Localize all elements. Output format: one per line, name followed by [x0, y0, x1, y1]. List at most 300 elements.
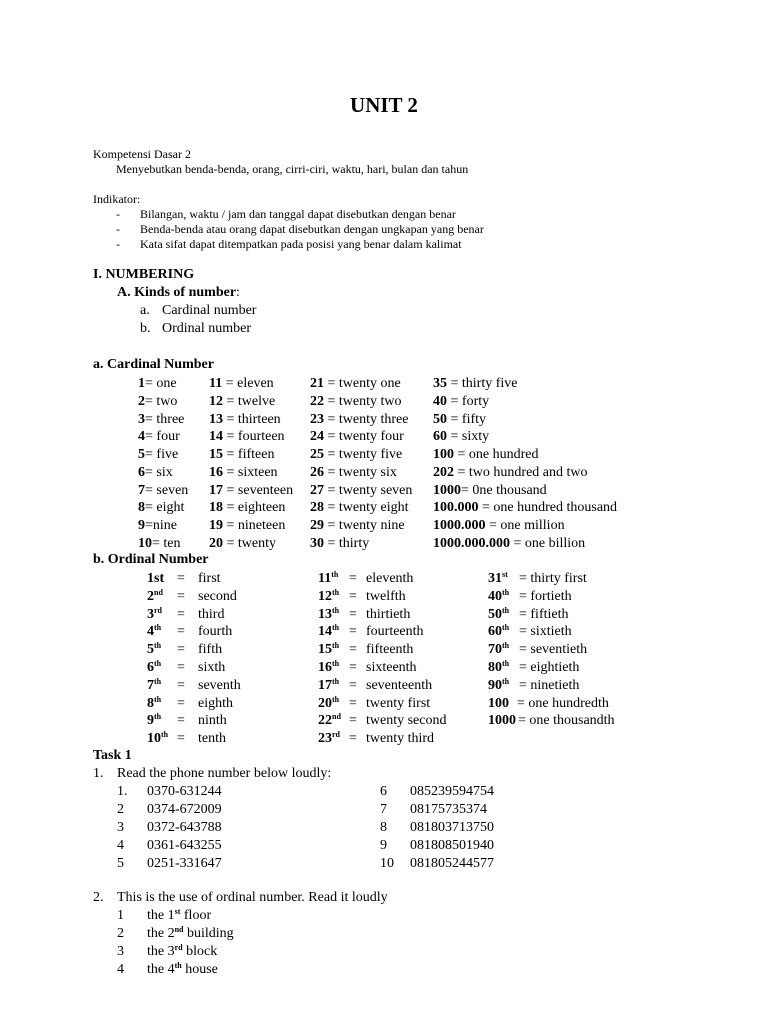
page-title: UNIT 2 [350, 93, 418, 117]
ordinal-num [147, 731, 168, 746]
cardinal-word: twenty five [338, 447, 403, 462]
cardinal-entry [138, 499, 184, 516]
cardinal-entry [138, 411, 184, 428]
cardinal-word: one hundred thousand [493, 500, 618, 516]
indikator-dash: - [116, 207, 120, 221]
ordinal-suffix: th [502, 641, 510, 651]
ordinal-word: = fortieth [519, 588, 572, 604]
ordinal-num [147, 589, 163, 604]
cardinal-word: one million [500, 518, 565, 533]
cardinal-entry [433, 535, 585, 552]
ordinal-num-value: 16 [318, 660, 332, 675]
cardinal-num: 26 [310, 464, 324, 480]
cardinal-word: twenty three [338, 411, 409, 427]
ordinal-num-value: 10 [147, 731, 161, 747]
ordinal-num [147, 660, 161, 675]
cardinal-word: twenty eight [338, 500, 409, 516]
cardinal-num: 3 [138, 411, 145, 427]
ordinal-use-pre: the 1 [147, 908, 175, 923]
cardinal-entry [310, 517, 405, 534]
cardinal-eq: = [145, 447, 157, 462]
cardinal-word: twenty four [338, 429, 404, 445]
ordinal-suffix: rd [154, 605, 162, 615]
cardinal-entry [433, 375, 518, 392]
ordinal-num-value: 23 [318, 731, 332, 747]
cardinal-word: fifty [461, 411, 487, 427]
ordinal-num [318, 571, 338, 586]
ordinal-use-suffix: rd [174, 943, 183, 952]
ordinal-word: = sixtieth [519, 624, 572, 640]
cardinal-entry [310, 375, 401, 392]
cardinal-word: one billion [524, 535, 586, 551]
q1-marker: 1. [93, 766, 104, 781]
ordinal-eq: = [177, 642, 185, 658]
ordinal-num [318, 696, 339, 711]
ordinal-entry [318, 605, 411, 623]
cardinal-num: 15 [209, 447, 223, 462]
ordinal-use-index: 3 [117, 944, 124, 959]
ordinal-num-value: 80 [488, 660, 502, 675]
cardinal-word: eight [156, 500, 185, 516]
cardinal-entry [433, 393, 489, 410]
cardinal-eq: = [324, 376, 339, 391]
ordinal-eq: = [177, 606, 185, 622]
cardinal-eq: = [324, 518, 339, 533]
ordinal-entry [318, 641, 414, 658]
ordinal-entry [147, 730, 226, 747]
ordinal-num [488, 624, 509, 639]
ordinal-word: seventh [198, 677, 241, 693]
cardinal-entry [209, 446, 274, 463]
ordinal-num [488, 696, 509, 711]
cardinal-word: four [156, 429, 180, 445]
ordinal-num [488, 642, 509, 657]
phone-index: 6 [380, 784, 387, 799]
ordinal-word: first [198, 571, 221, 586]
kinds-of-number-heading [117, 285, 240, 301]
task1-q2 [93, 890, 388, 906]
task1-heading: Task 1 [93, 748, 132, 763]
cardinal-num: 19 [209, 518, 223, 533]
cardinal-entry [209, 411, 281, 428]
ordinal-num-value: 20 [318, 695, 332, 711]
ordinal-entry [147, 570, 221, 587]
ordinal-entry [318, 570, 414, 587]
cardinal-num: 14 [209, 429, 223, 445]
ordinal-num-value: 7 [147, 677, 154, 693]
ordinal-eq: = [177, 695, 185, 711]
cardinal-num: 23 [310, 411, 324, 427]
ordinal-use-pre: the 4 [147, 962, 175, 977]
ordinal-word: = one hundredth [517, 695, 609, 711]
cardinal-word: ten [163, 535, 181, 551]
cardinal-word: fifteen [237, 447, 275, 462]
ordinal-num-value: 60 [488, 624, 502, 640]
ordinal-suffix: th [502, 605, 510, 615]
ordinal-num-value: 1000 [488, 713, 516, 729]
cardinal-word: twelve [237, 393, 276, 409]
phone-number: 081805244577 [410, 856, 494, 871]
phone-number: 081803713750 [410, 820, 494, 835]
kinds-label: Kinds of number [134, 285, 237, 300]
cardinal-eq: = [447, 376, 462, 391]
ordinal-num [147, 607, 162, 622]
cardinal-entry [433, 482, 547, 499]
kinds-item-text: Cardinal number [162, 303, 257, 318]
cardinal-word: twenty six [338, 464, 397, 480]
ordinal-eq: = [349, 695, 357, 711]
cardinal-num: 9 [138, 518, 145, 533]
ordinal-entry [318, 730, 435, 747]
ordinal-suffix: th [332, 623, 340, 633]
cardinal-num: 30 [310, 535, 324, 551]
ordinal-num-value: 50 [488, 606, 502, 622]
phone-index: 7 [380, 802, 387, 817]
cardinal-num: 4 [138, 429, 145, 445]
ordinal-eq: = [349, 677, 357, 693]
cardinal-word: one hundred [468, 447, 539, 462]
cardinal-entry [209, 393, 275, 410]
ordinal-entry [488, 712, 615, 729]
kinds-marker: A. [117, 285, 131, 300]
cardinal-entry [433, 499, 617, 516]
ordinal-eq: = [177, 713, 185, 729]
ordinal-use-text [147, 944, 217, 960]
ordinal-suffix: th [502, 676, 510, 686]
cardinal-num: 35 [433, 376, 447, 391]
ordinal-word: seventeenth [366, 677, 433, 693]
ordinal-eq: = [177, 660, 185, 675]
phone-index: 5 [117, 856, 124, 871]
cardinal-num: 20 [209, 535, 223, 551]
cardinal-word: nineteen [237, 518, 286, 533]
ordinal-suffix: th [331, 570, 339, 579]
ordinal-eq: = [349, 571, 357, 586]
ordinal-eq: = [349, 642, 357, 658]
cardinal-num: 17 [209, 482, 223, 498]
ordinal-use-post: floor [180, 908, 212, 923]
ordinal-suffix: th [161, 730, 169, 740]
ordinal-num [147, 713, 161, 728]
indikator-dash: - [116, 237, 120, 251]
cardinal-eq: = [324, 447, 339, 462]
phone-number: 081808501940 [410, 838, 494, 853]
ordinal-eq: = [177, 624, 185, 640]
cardinal-word: seven [156, 482, 189, 498]
ordinal-word: = thirty first [519, 571, 587, 586]
ordinal-num-value: 100 [488, 695, 509, 711]
ordinal-num [147, 624, 161, 639]
phone-number: 08175735374 [410, 802, 487, 817]
ordinal-entry [147, 676, 241, 694]
ordinal-entry [318, 623, 424, 640]
kinds-item-text: Ordinal number [162, 321, 252, 336]
q2-marker: 2. [93, 890, 104, 905]
ordinal-entry [488, 605, 569, 623]
ordinal-word: fourteenth [366, 624, 424, 640]
phone-index: 4 [117, 838, 124, 853]
ordinal-suffix: th [332, 605, 340, 615]
cardinal-entry [433, 411, 486, 428]
ordinal-word: tenth [198, 731, 226, 747]
cardinal-eq: = [223, 393, 238, 409]
cardinal-num: 8 [138, 500, 145, 516]
ordinal-suffix: th [502, 623, 510, 633]
cardinal-word: eighteen [237, 500, 286, 516]
ordinal-entry [488, 659, 580, 676]
cardinal-eq: = [478, 500, 494, 516]
ordinal-num [488, 589, 509, 604]
cardinal-entry [310, 428, 404, 445]
ordinal-entry [147, 659, 226, 676]
cardinal-eq: = [223, 464, 238, 480]
cardinal-word: twenty seven [338, 482, 413, 498]
ordinal-num [488, 678, 509, 693]
ordinal-suffix: rd [332, 730, 340, 740]
ordinal-num-value: 3 [147, 606, 154, 622]
cardinal-word: forty [461, 393, 490, 409]
ordinal-suffix: st [502, 570, 508, 579]
ordinal-eq: = [349, 588, 357, 604]
cardinal-entry [138, 482, 188, 499]
ordinal-eq: = [349, 606, 357, 622]
ordinal-entry [488, 641, 588, 658]
ordinal-use-suffix: st [174, 907, 181, 916]
cardinal-eq: = [145, 411, 157, 427]
cardinal-entry [310, 535, 369, 552]
cardinal-entry [433, 446, 539, 463]
ordinal-entry [147, 712, 227, 729]
cardinal-entry [310, 499, 409, 516]
ordinal-num-value: 70 [488, 642, 502, 658]
ordinal-suffix: th [154, 641, 162, 651]
ordinal-word: ninth [198, 713, 227, 729]
ordinal-suffix: th [502, 659, 510, 668]
cardinal-eq: = [485, 518, 501, 533]
cardinal-num: 12 [209, 393, 223, 409]
cardinal-entry [138, 375, 177, 392]
ordinal-suffix: th [332, 694, 340, 704]
cardinal-num: 5 [138, 447, 145, 462]
cardinal-num: 50 [433, 411, 447, 427]
indikator-item: Bilangan, waktu / jam dan tanggal dapat disebutkan dengan benar [140, 207, 456, 221]
ordinal-num-value: 12 [318, 588, 332, 604]
cardinal-entry [310, 446, 402, 463]
ordinal-suffix: th [154, 623, 162, 633]
ordinal-suffix: th [332, 641, 340, 651]
cardinal-entry [433, 517, 565, 534]
ordinal-num [488, 571, 508, 586]
cardinal-word: nine [152, 518, 178, 533]
indikator-item: Benda-benda atau orang dapat disebutkan dengan ungkapan yang benar [140, 222, 484, 236]
cardinal-entry [209, 499, 285, 516]
ordinal-eq: = [177, 571, 185, 586]
ordinal-entry [488, 570, 587, 587]
cardinal-word: twenty nine [338, 518, 405, 533]
cardinal-word: one [156, 376, 177, 391]
cardinal-word: five [156, 447, 179, 462]
ordinal-word: sixth [198, 660, 226, 675]
ordinal-suffix: nd [154, 587, 163, 597]
cardinal-num: 24 [310, 429, 324, 445]
cardinal-entry [138, 446, 178, 463]
phone-index: 8 [380, 820, 387, 835]
phone-number: 0372-643788 [147, 820, 222, 835]
ordinal-num-value: 90 [488, 677, 502, 693]
cardinal-eq: = [454, 447, 469, 462]
ordinal-num [318, 607, 339, 622]
indikator-dash: - [116, 222, 120, 236]
ordinal-num [147, 642, 161, 657]
cardinal-word: 0ne thousand [472, 482, 547, 498]
cardinal-eq: = [324, 535, 339, 551]
cardinal-eq: = [324, 482, 339, 498]
ordinal-entry [318, 587, 406, 605]
cardinal-num: 100 [433, 447, 454, 462]
q2-text: This is the use of ordinal number. Read it loudly [117, 890, 388, 905]
indikator-label: Indikator: [93, 192, 141, 206]
ordinal-suffix: th [332, 676, 340, 686]
cardinal-eq: = [222, 376, 238, 391]
kinds-item-marker: a. [140, 303, 150, 318]
kd-label: Kompetensi Dasar 2 [93, 147, 191, 161]
ordinal-eq: = [349, 731, 357, 747]
ordinal-entry [488, 676, 580, 694]
cardinal-word: two hundred and two [468, 464, 588, 480]
cardinal-eq: = [223, 500, 238, 516]
ordinal-num-value: 6 [147, 660, 154, 675]
cardinal-eq: = [454, 464, 469, 480]
cardinal-eq: = [223, 411, 238, 427]
ordinal-word: twelfth [366, 588, 406, 604]
cardinal-num: 27 [310, 482, 324, 498]
ordinal-num [318, 642, 339, 657]
cardinal-num: 25 [310, 447, 324, 462]
ordinal-word: twenty first [366, 695, 431, 711]
cardinal-eq: = [223, 482, 238, 498]
cardinal-entry [310, 464, 397, 481]
ordinal-num-value: 5 [147, 642, 154, 658]
ordinal-use-pre: the 3 [147, 944, 175, 959]
cardinal-entry [138, 428, 180, 445]
cardinal-word: two [156, 393, 178, 409]
cardinal-entry [209, 482, 293, 499]
cardinal-entry [209, 375, 274, 392]
ordinal-use-suffix: th [174, 961, 182, 970]
cardinal-eq: = [145, 464, 157, 480]
cardinal-word: eleven [237, 376, 274, 391]
ordinal-word: fourth [198, 624, 233, 640]
cardinal-heading: a. Cardinal Number [93, 357, 214, 372]
cardinal-eq: = [223, 429, 238, 445]
ordinal-num-value: 40 [488, 588, 502, 604]
ordinal-entry [147, 605, 225, 623]
ordinal-suffix: th [502, 587, 510, 597]
cardinal-num: 100.000 [433, 500, 479, 516]
ordinal-word: eleventh [366, 571, 414, 586]
cardinal-eq: = [223, 518, 238, 533]
cardinal-word: six [156, 464, 173, 480]
cardinal-entry [138, 393, 177, 410]
cardinal-word: fourteen [237, 429, 285, 445]
phone-number: 0361-643255 [147, 838, 222, 853]
ordinal-word: = seventieth [519, 642, 588, 658]
ordinal-num-value: 2 [147, 588, 154, 604]
ordinal-num [147, 571, 164, 586]
ordinal-word: twenty third [366, 731, 435, 747]
cardinal-entry [433, 464, 588, 481]
ordinal-num-value: 31 [488, 571, 502, 586]
ordinal-num-value: 17 [318, 677, 332, 693]
ordinal-num-value: 11 [318, 571, 332, 586]
ordinal-entry [147, 623, 233, 640]
ordinal-word: fifth [198, 642, 223, 658]
phone-number: 0374-672009 [147, 802, 222, 817]
cardinal-entry [138, 535, 181, 552]
ordinal-suffix: th [154, 659, 162, 668]
cardinal-eq: = [461, 482, 473, 498]
ordinal-eq: = [177, 731, 185, 747]
cardinal-eq: = [447, 393, 462, 409]
kinds-colon: : [236, 285, 240, 300]
ordinal-num [318, 731, 340, 746]
ordinal-word: = fiftieth [519, 606, 569, 622]
cardinal-num: 10 [138, 535, 152, 551]
indikator-item: Kata sifat dapat ditempatkan pada posisi yang benar dalam kalimat [140, 237, 462, 251]
cardinal-num: 202 [433, 464, 454, 480]
ordinal-use-pre: the 2 [147, 926, 175, 941]
ordinal-num-value: 8 [147, 695, 154, 711]
cardinal-eq: = [145, 518, 153, 533]
cardinal-eq: = [145, 500, 157, 516]
ordinal-entry [147, 587, 237, 605]
ordinal-use-index: 2 [117, 926, 124, 941]
ordinal-suffix: nd [332, 712, 341, 722]
ordinal-num-value: 1st [147, 571, 165, 586]
cardinal-word: three [156, 411, 185, 427]
ordinal-num-value: 22 [318, 713, 332, 729]
ordinal-use-text [147, 908, 211, 924]
ordinal-word: = one thousandth [518, 713, 615, 729]
cardinal-num: 13 [209, 411, 223, 427]
ordinal-use-text [147, 962, 218, 978]
ordinal-entry [318, 659, 417, 676]
cardinal-entry [310, 482, 412, 499]
cardinal-word: twenty two [338, 393, 402, 409]
cardinal-num: 7 [138, 482, 145, 498]
ordinal-word: third [198, 606, 225, 622]
ordinal-num-value: 13 [318, 606, 332, 622]
phone-index: 3 [117, 820, 124, 835]
ordinal-entry [318, 712, 447, 729]
kd-text: Menyebutkan benda-benda, orang, cirri-ciri, waktu, hari, bulan dan tahun [116, 162, 469, 176]
cardinal-num: 28 [310, 500, 324, 516]
cardinal-eq: = [223, 447, 238, 462]
cardinal-word: sixteen [237, 464, 278, 480]
cardinal-entry [209, 428, 285, 445]
ordinal-word: second [198, 588, 237, 604]
cardinal-word: seventeen [237, 482, 294, 498]
phone-number: 0251-331647 [147, 856, 222, 871]
ordinal-entry [147, 694, 233, 712]
ordinal-num [147, 696, 161, 711]
ordinal-use-index: 1 [117, 908, 124, 923]
cardinal-word: twenty [237, 535, 277, 551]
ordinal-num [488, 660, 509, 675]
cardinal-entry [209, 464, 278, 481]
cardinal-num: 1000 [433, 482, 461, 498]
ordinal-word: = eightieth [519, 660, 580, 675]
